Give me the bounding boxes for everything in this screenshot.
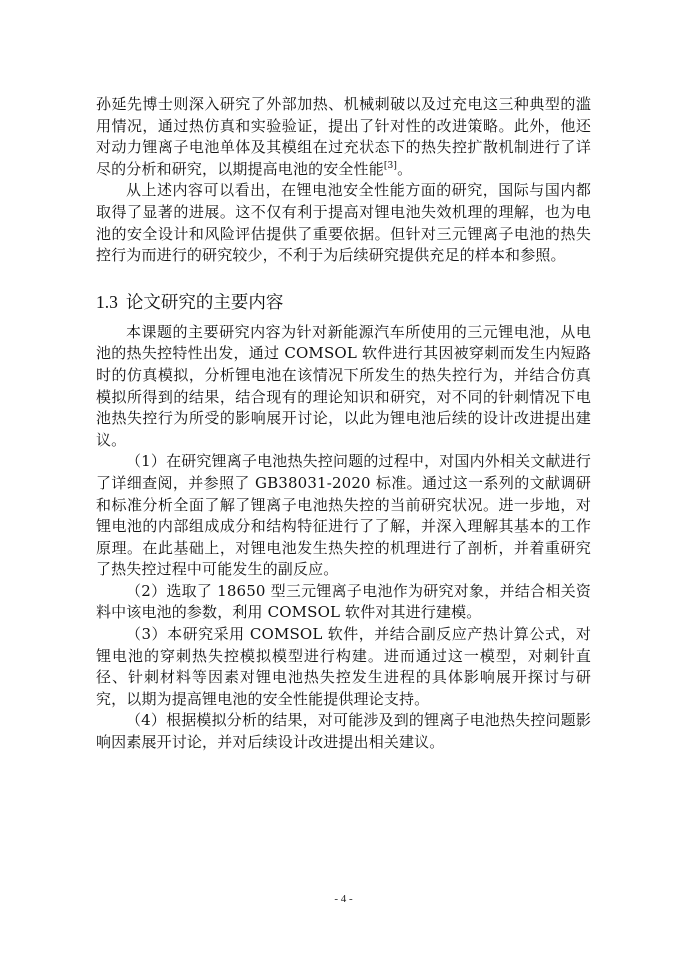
citation-ref[interactable]: [3] [383,160,398,171]
page-number: - 4 - [334,893,353,905]
paragraph-summary: 从上述内容可以看出，在锂电池安全性能方面的研究，国际与国内都取得了显著的进展。这不仅有利于提高对锂电池失效机理的理解，也为电池的安全设计和风险评估提供了重要依据。但针对三元锂离子电池的热失控行为而进行的研究较少，不利于为后续研究提供充足的样本和参照。 [96,181,591,265]
paragraph-tail: 。 [397,159,413,178]
paragraph-main-content: 本课题的主要研究内容为针对新能源汽车所使用的三元锂电池，从电池的热失控特性出发，通过 COMSOL 软件进行其因被穿刺而发生内短路时的仿真模拟，分析锂电池在该情况下所发生的热失控行为，并结合仿真模拟所得到的结果，结合现有的理论知识和研究，对不同的针刺情况下电池热失控行为所受的影响展开讨论，以此为锂电池后续的设计改进提出建议。 [96,322,591,449]
paragraph-item-2: （2）选取了 18650 型三元锂离子电池作为研究对象，并结合相关资料中该电池的参数，利用 COMSOL 软件对其进行建模。 [96,581,591,622]
section-heading [96,289,591,316]
paragraph-item-1: （1）在研究锂离子电池热失控问题的过程中，对国内外相关文献进行了详细查阅，并参照了 GB38031-2020 标准。通过这一系列的文献调研和标准分析全面了解了锂离子电池热失控的当前研究状况。进一步地，对锂电池的内部组成成分和结构特征进行了了解，并深入理解其基本的工作原理。在此基础上，对锂电池发生热失控的机理进行了剖析，并着重研究了热失控过程中可能发生的副反应。 [96,452,591,579]
paragraph-item-3: （3）本研究采用 COMSOL 软件，并结合副反应产热计算公式，对锂电池的穿刺热失控模拟模型进行构建。进而通过这一模型，对刺针直径、针刺材料等因素对锂电池热失控发生进程的具体影响展开探讨与研究，以期为提高锂电池的安全性能提供理论支持。 [96,625,591,708]
document-page [96,94,591,754]
section-title: 论文研究的主要内容 [125,292,284,313]
paragraph-sun-research [96,94,591,180]
section-number: 1.3 [96,291,118,312]
paragraph-item-4: （4）根据模拟分析的结果，对可能涉及到的锂离子电池热失控问题影响因素展开讨论，并对后续设计改进提出相关建议。 [96,711,591,752]
paragraph-text: 孙延先博士则深入研究了外部加热、机械刺破以及过充电这三种典型的滥用情况，通过热仿真和实验验证，提出了针对性的改进策略。此外，他还对动力锂离子电池单体及其模组在过充状态下的热失控扩散机制进行了详尽的分析和研究，以期提高电池的安全性能 [96,95,591,178]
